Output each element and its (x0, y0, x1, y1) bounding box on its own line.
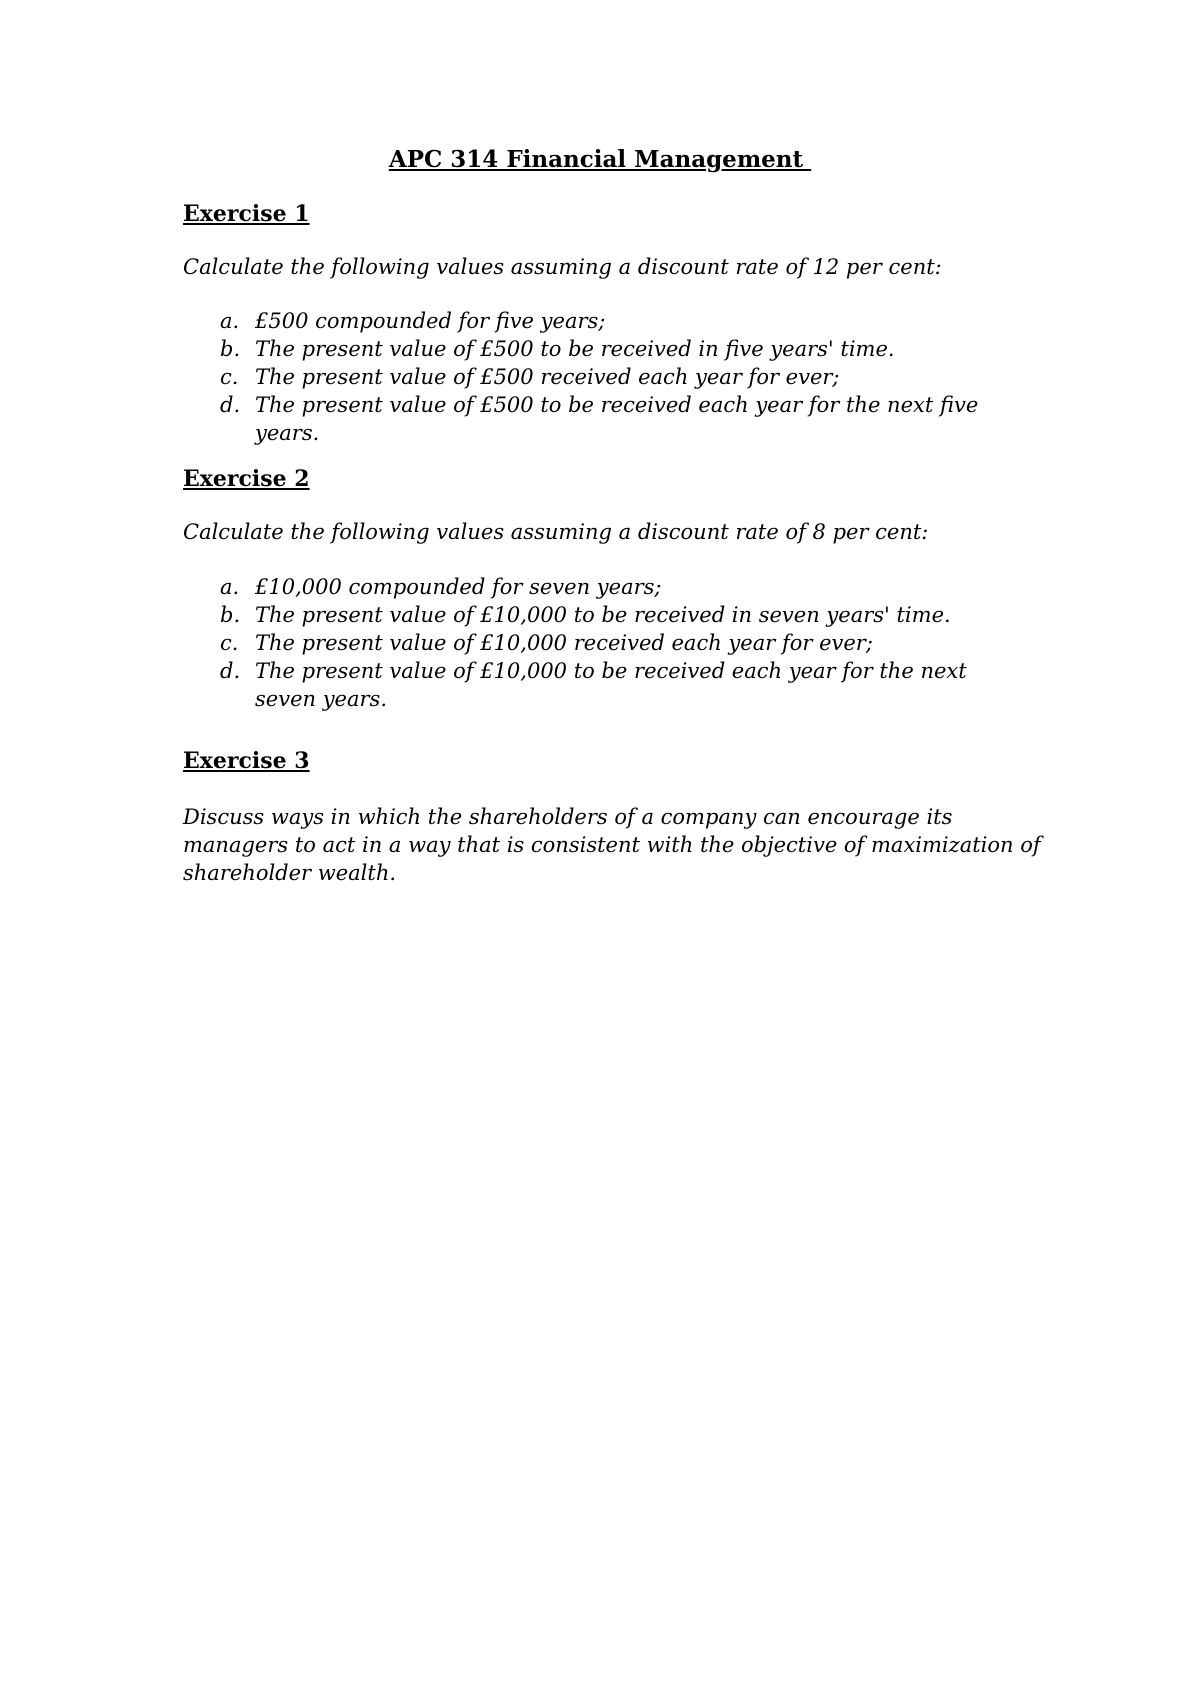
list-item (183, 573, 1015, 601)
exercise-1-intro: Calculate the following values assuming a discount rate of 12 per cent: (183, 255, 942, 279)
list-item (183, 363, 1015, 391)
question-text: The present value of £500 received each year for ever; (255, 365, 840, 389)
exercise-3-body: Discuss ways in which the shareholders of a company can encourage its managers to act in a way that is consistent with the objective of maximization of shareholder wealth. (183, 805, 1041, 885)
question-text: £10,000 compounded for seven years; (255, 575, 662, 599)
exercise-1-question-list (183, 307, 1015, 447)
question-text: The present value of £500 to be received each year for the next five years. (255, 393, 979, 445)
exercise-2-question-list (183, 573, 1015, 713)
list-marker: c. (220, 631, 239, 655)
list-item (183, 629, 1015, 657)
question-text: The present value of £10,000 to be received each year for the next seven years. (255, 659, 967, 711)
list-item (183, 391, 1015, 447)
exercise-2-intro: Calculate the following values assuming a discount rate of 8 per cent: (183, 520, 929, 544)
document-title: APC 314 Financial Management (388, 146, 812, 173)
exercise-1-heading: Exercise 1 (183, 201, 310, 227)
list-marker: b. (220, 603, 241, 627)
question-text: The present value of £500 to be received in five years' time. (255, 337, 895, 361)
question-text: The present value of £10,000 to be received in seven years' time. (255, 603, 951, 627)
question-text: £500 compounded for five years; (255, 309, 606, 333)
list-marker: a. (220, 309, 240, 333)
list-marker: d. (220, 659, 241, 683)
list-item (183, 601, 1015, 629)
question-text: The present value of £10,000 received each year for ever; (255, 631, 873, 655)
list-item (183, 657, 1015, 713)
list-item (183, 307, 1015, 335)
list-item (183, 335, 1015, 363)
list-marker: a. (220, 575, 240, 599)
list-marker: c. (220, 365, 239, 389)
list-marker: b. (220, 337, 241, 361)
exercise-3-heading: Exercise 3 (183, 748, 310, 774)
list-marker: d. (220, 393, 241, 417)
exercise-2-heading: Exercise 2 (183, 466, 310, 492)
